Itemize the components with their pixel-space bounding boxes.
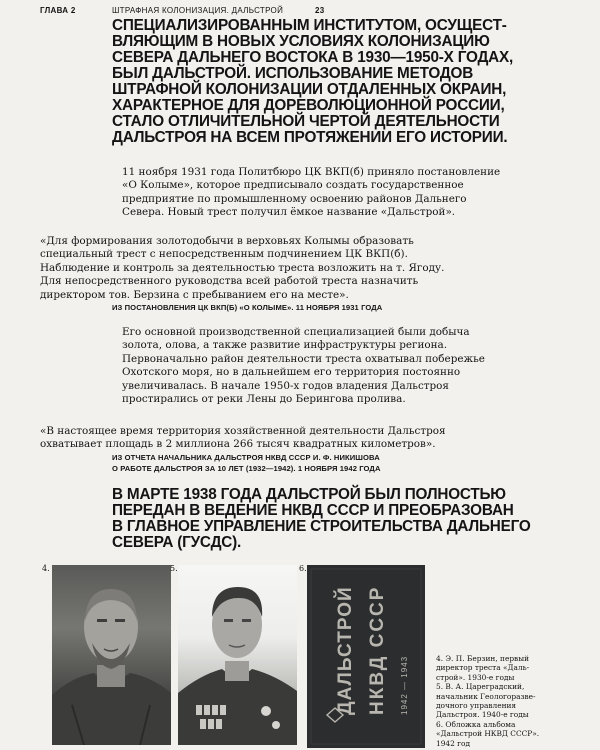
paragraph-1 (112, 166, 532, 220)
text-line: Для непосредственного руководства всей работой треста назначить (40, 275, 419, 288)
quote-1 (40, 235, 545, 302)
text-line: золота, олова, а также развитие инфраструктуры региона. (122, 339, 448, 352)
source-1 (112, 303, 552, 314)
text-line: СПЕЦИАЛИЗИРОВАННЫМ ИНСТИТУТОМ, ОСУЩЕСТ- (112, 17, 507, 34)
figure-5-number: 5. (170, 564, 178, 573)
text-line: Охотского моря, но в дальнейшем его территория постоянно (122, 366, 461, 379)
text-line: ДАЛЬСТРОЯ НА ВСЕМ ПРОТЯЖЕНИИ ЕГО ИСТОРИИ. (112, 129, 508, 146)
figure-6-number: 6. (299, 564, 307, 573)
text-line: 11 ноября 1931 года Политбюро ЦК ВКП(б) приняло постановление (122, 166, 501, 178)
text-line: «В настоящее время территория хозяйственной деятельности Дальстроя (40, 425, 446, 437)
text-line: ИЗ ОТЧЕТА НАЧАЛЬНИКА ДАЛЬСТРОЯ НКВД СССР И. Ф. НИКИШОВА (112, 453, 380, 462)
figure-caption (436, 654, 566, 748)
figure-6-album-cover (307, 565, 425, 748)
text-line: «Дальстрой НКВД СССР». (436, 729, 540, 739)
text-line: «Для формирования золотодобычи в верховьях Колымы образовать (40, 235, 414, 247)
text-line: Его основной производственной специализацией были добыча (122, 326, 470, 338)
text-line: «О Колыме», которое предписывало создать государственное (122, 179, 464, 192)
album-cover-image (307, 565, 425, 748)
headline-bottom (112, 487, 564, 551)
text-line: строй». 1930-е годы (436, 672, 515, 682)
text-line: Дальстроя. 1940-е годы (436, 710, 529, 720)
figure-5-portrait-photo (178, 565, 297, 745)
text-line: 5. В. А. Цaрегрaдский, (436, 682, 525, 692)
text-line: специальный трест с непосредственным подчинением ЦК ВКП(б). (40, 248, 408, 261)
text-line: 1942 год (436, 738, 471, 748)
text-line: 4. Э. П. Берзин, первый (436, 654, 530, 663)
page-number: 23 (315, 6, 325, 15)
cover-subtitle-text: НКВД СССР (367, 585, 388, 715)
portrait-tsaregradsky-image (178, 565, 297, 745)
text-line: Севера. Новый трест получил ёмкое название «Дальстрой». (122, 206, 456, 219)
text-line: увеличивалась. В начале 1950-х годов владения Дальстроя (122, 379, 449, 392)
text-line: СЕВЕРА (ГУСДС). (112, 534, 242, 551)
text-line: предприятие по промышленному освоению районов Дальнего (122, 192, 467, 205)
text-line: ПЕРЕДАН В ВЕДЕНИЕ НКВД СССР И ПРЕОБРАЗОВАН (112, 502, 514, 519)
text-line: ХАРАКТЕРНОЕ ДЛЯ ДОРЕВОЛЮЦИОННОЙ РОССИИ, (112, 97, 505, 114)
headline-top (112, 18, 564, 146)
text-line: В ГЛАВНОЕ УПРАВЛЕНИЕ СТРОИТЕЛЬСТВА ДАЛЬНЕГО (112, 518, 531, 535)
figure-4-portrait-photo (52, 565, 171, 745)
cover-years-text: 1942 — 1943 (400, 655, 409, 715)
text-line: В МАРТЕ 1938 ГОДА ДАЛЬСТРОЙ БЫЛ ПОЛНОСТЬЮ (112, 486, 506, 503)
text-line: простирались от реки Лены до Берингова пролива. (122, 393, 406, 406)
text-line: Первоначально район деятельности треста охватывал побережье (122, 352, 485, 365)
text-line: СТАЛО ОТЛИЧИТЕЛЬНОЙ ЧЕРТОЙ ДЕЯТЕЛЬНОСТИ (112, 113, 500, 130)
text-line: начальник Геологоразве- (436, 691, 536, 701)
text-line: ШТРАФНОЙ КОЛОНИЗАЦИИ ОТДАЛЕННЫХ ОКРАИН, (112, 81, 507, 98)
text-line: охватывает площадь в 2 миллиона 266 тысяч квадратных километров». (40, 438, 436, 451)
text-line: Наблюдение и контроль за деятельностью треста возложить на т. Ягоду. (40, 261, 445, 274)
text-line: БЫЛ ДАЛЬСТРОЙ. ИСПОЛЬЗОВАНИЕ МЕТОДОВ (112, 65, 474, 82)
source-2 (112, 453, 552, 474)
text-line: директор треста «Даль- (436, 663, 530, 673)
text-line: 6. Обложка альбома (436, 719, 516, 729)
quote-2 (40, 425, 545, 452)
paragraph-2 (112, 326, 532, 406)
cover-title-text: ДАЛЬСТРОЙ (335, 586, 356, 715)
portrait-berzin-image (52, 565, 171, 745)
figure-4-number: 4. (42, 564, 50, 573)
text-line: дочного управления (436, 701, 517, 711)
text-line: О РАБОТЕ ДАЛЬСТРОЯ ЗА 10 ЛЕТ (1932—1942). 1 НОЯБРЯ 1942 ГОДА (112, 463, 381, 473)
text-line: СЕВЕРА ДАЛЬНЕГО ВОСТОКА В 1930—1950-Х ГОДАХ, (112, 49, 514, 66)
section-title: ШТРАФНАЯ КОЛОНИЗАЦИЯ. ДАЛЬСТРОЙ (112, 6, 284, 15)
text-line: ИЗ ПОСТАНОВЛЕНИЯ ЦК ВКП(Б) «О КОЛЫМЕ». 11 НОЯБРЯ 1931 ГОДА (112, 303, 383, 312)
text-line: ВЛЯЮЩИМ В НОВЫХ УСЛОВИЯХ КОЛОНИЗАЦИЮ (112, 33, 490, 50)
chapter-label: ГЛАВА 2 (40, 6, 76, 15)
text-line: директором тов. Берзина с пребыванием его на месте». (40, 288, 349, 301)
